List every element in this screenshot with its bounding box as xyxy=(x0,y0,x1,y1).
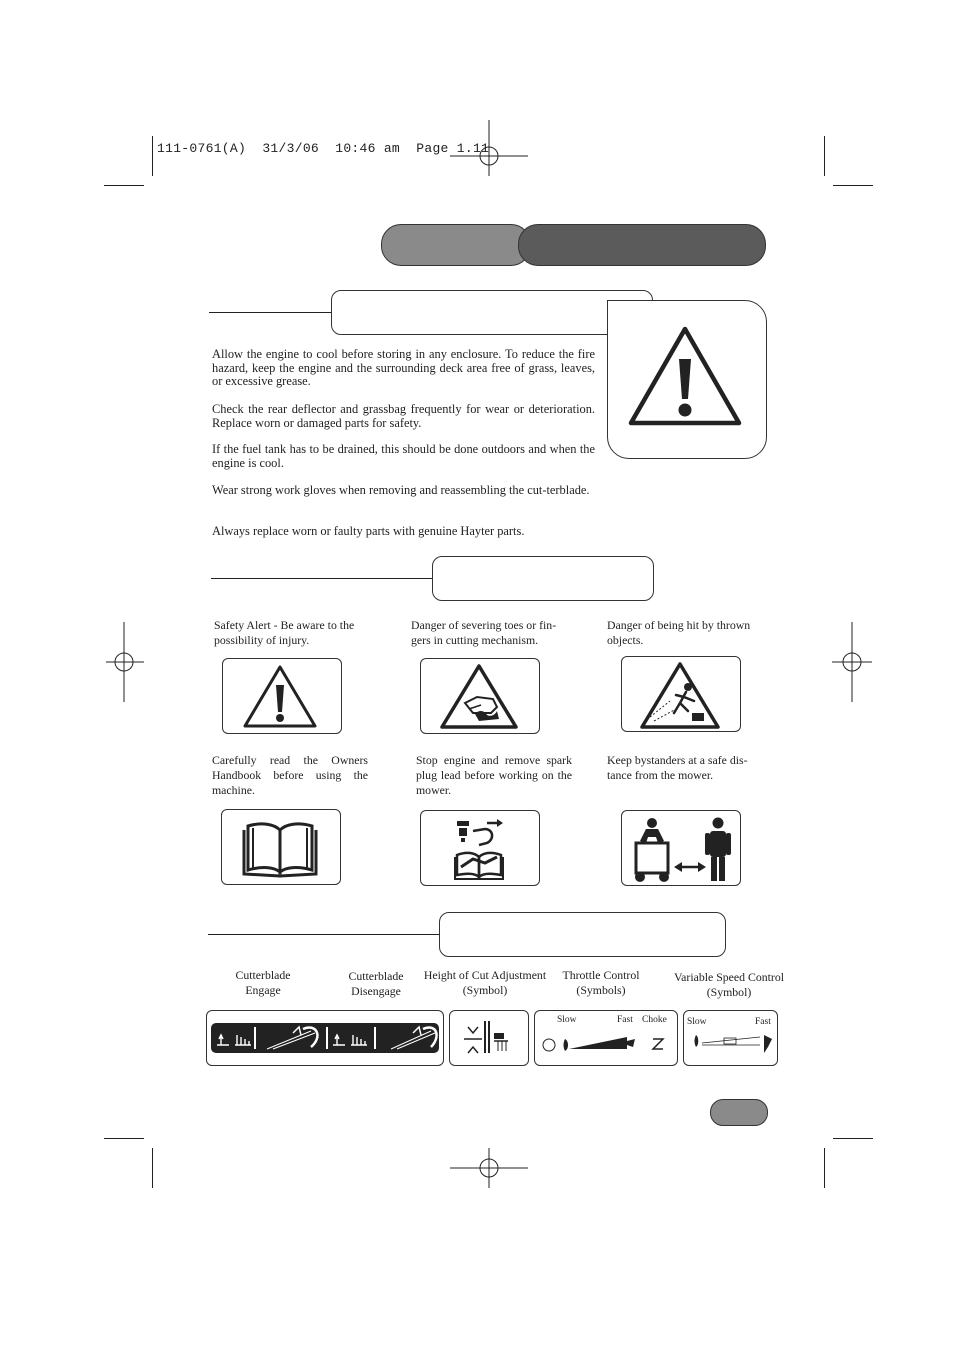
section-header-box xyxy=(439,912,726,957)
control-caption: Variable Speed Control (Symbol) xyxy=(673,970,785,999)
symbol-caption: Carefully read the Owners Handbook before using the machine. xyxy=(212,753,368,797)
symbol-caption: Danger of being hit by thrown objects. xyxy=(607,618,751,647)
thrown-objects-icon xyxy=(622,657,740,733)
crop-mark xyxy=(152,1148,153,1188)
control-caption: Cutterblade Engage xyxy=(235,968,291,997)
symbol-caption: Safety Alert - Be aware to the possibility of injury. xyxy=(214,618,355,647)
spark-plug-icon xyxy=(421,811,539,885)
crop-mark xyxy=(152,136,153,176)
speed-slow-label: Slow xyxy=(687,1017,707,1027)
control-caption: Throttle Control (Symbols) xyxy=(562,968,640,997)
height-of-cut-decal xyxy=(449,1010,529,1066)
severing-hazard-icon xyxy=(421,659,539,733)
section-rule xyxy=(211,578,433,579)
symbol-caption: Stop engine and remove spark plug lead before working on the mower. xyxy=(416,753,572,797)
safety-alert-icon xyxy=(223,659,341,733)
crop-mark xyxy=(824,136,825,176)
throttle-slow-label: Slow xyxy=(557,1015,577,1025)
variable-speed-icon xyxy=(684,1011,777,1065)
throttle-choke-label: Choke xyxy=(642,1015,667,1025)
bystanders-icon xyxy=(622,811,740,887)
speed-fast-label: Fast xyxy=(755,1017,771,1027)
symbol-box xyxy=(621,656,741,732)
control-caption: Cutterblade Disengage xyxy=(348,969,404,998)
crop-mark xyxy=(833,1138,873,1139)
print-slug: 111-0761(A) 31/3/06 10:46 am Page 1.11 xyxy=(157,141,490,156)
section-header-box xyxy=(331,290,653,335)
page-number-tab xyxy=(710,1099,768,1126)
control-caption: Height of Cut Adjustment (Symbol) xyxy=(423,968,547,997)
symbol-box xyxy=(621,810,741,886)
crop-mark xyxy=(104,1138,144,1139)
paragraph: Wear strong work gloves when removing and reassembling the cut-terblade. xyxy=(212,483,590,497)
cutterblade-symbols-icon xyxy=(207,1011,443,1065)
warning-triangle-icon xyxy=(608,301,766,458)
registration-mark-icon xyxy=(104,622,146,702)
registration-mark-icon xyxy=(450,1148,528,1190)
registration-mark-icon xyxy=(830,622,874,702)
throttle-decal xyxy=(534,1010,678,1066)
throttle-symbols-icon xyxy=(535,1011,677,1065)
cutterblade-decal xyxy=(206,1010,444,1066)
paragraph: Check the rear deflector and grassbag frequently for wear or deterioration. Replace worn or damaged parts for safety. xyxy=(212,402,595,430)
section-header-box xyxy=(432,556,654,601)
paragraph: Always replace worn or faulty parts with genuine Hayter parts. xyxy=(212,524,525,538)
crop-mark xyxy=(104,185,144,186)
crop-mark xyxy=(824,1148,825,1188)
symbol-box xyxy=(221,809,341,885)
symbol-box xyxy=(420,658,540,734)
paragraph: If the fuel tank has to be drained, this should be done outdoors and when the engine is cool. xyxy=(212,442,595,470)
height-of-cut-icon xyxy=(450,1011,528,1065)
symbol-caption: Danger of severing toes or fin-gers in cutting mechanism. xyxy=(411,618,557,647)
warning-panel xyxy=(607,300,767,459)
symbol-caption: Keep bystanders at a safe dis-tance from the mower. xyxy=(607,753,748,782)
symbol-box xyxy=(420,810,540,886)
crop-mark xyxy=(833,185,873,186)
variable-speed-decal xyxy=(683,1010,778,1066)
paragraph: Allow the engine to cool before storing in any enclosure. To reduce the fire hazard, keep the engine and the surrounding deck area free of grass, leaves, or excessive grease. xyxy=(212,347,595,389)
section-rule xyxy=(208,934,440,935)
section-tab xyxy=(518,224,766,266)
section-rule xyxy=(209,312,331,313)
throttle-fast-label: Fast xyxy=(617,1015,633,1025)
handbook-icon xyxy=(222,810,340,884)
chapter-tab xyxy=(381,224,531,266)
symbol-box xyxy=(222,658,342,734)
